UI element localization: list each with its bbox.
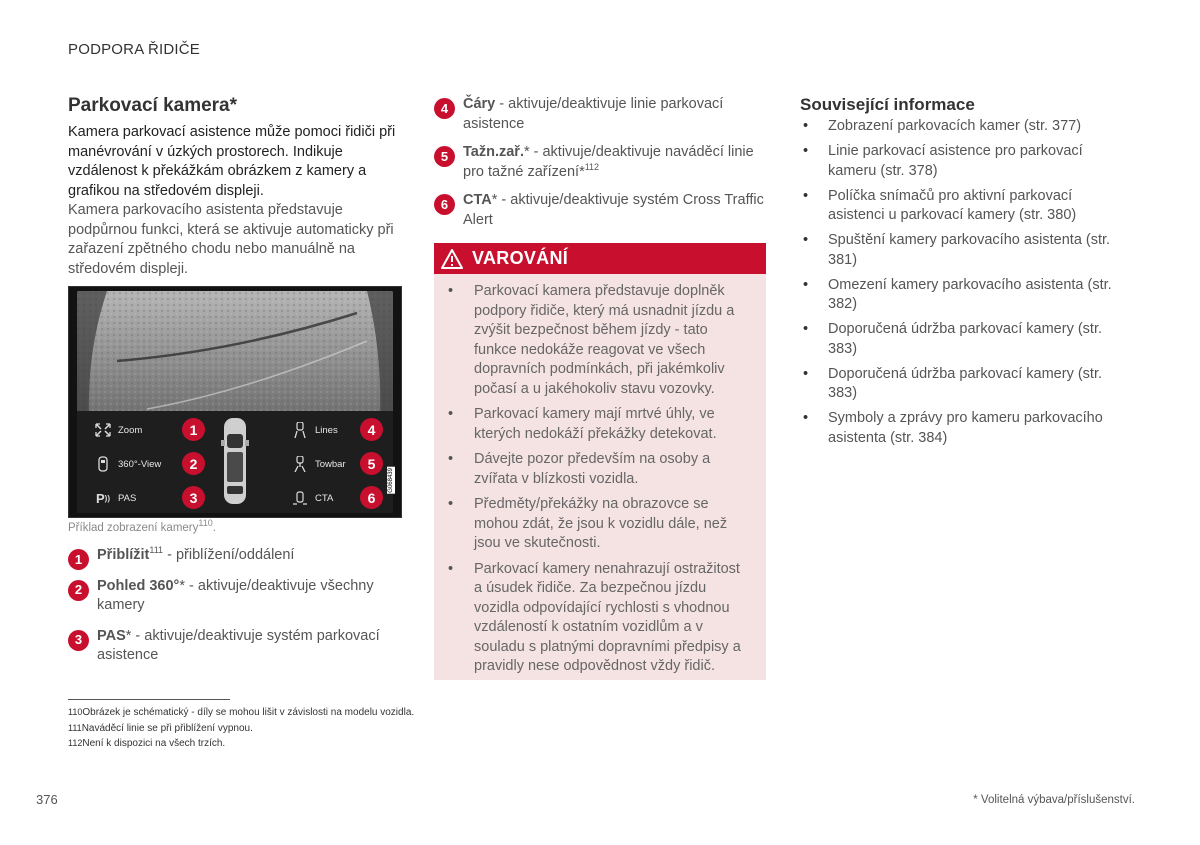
lines-button[interactable] [289, 416, 338, 444]
warning-item: • Parkovací kamera představuje doplněk podpory řidiče, který má usnadnit jízdu a zvýšit bezpečnost během jízdy - tato funkce nedokáže reagovat ve všech dopravních podmínkách, při jakémkoliv počasí a u jakéhokoliv stavu vozovky. [448, 282, 752, 399]
caption-period: . [212, 522, 216, 534]
item-desc: * - aktivuje/deaktivuje systém parkovací asistence [97, 627, 380, 663]
list-item [434, 95, 768, 134]
related-list [800, 117, 1130, 448]
callout-4: 4 [360, 418, 383, 441]
footnote-number: 112 [68, 738, 83, 748]
related-link[interactable]: • Zobrazení parkovacích kamer (str. 377) [800, 117, 1130, 137]
list-item [68, 577, 398, 616]
item-term: CTA [463, 192, 492, 208]
item-term: Čáry [463, 96, 496, 112]
item-term: Přiblížit [97, 547, 150, 563]
warning-triangle-icon [440, 248, 464, 270]
footnote [68, 705, 414, 721]
section-intro [68, 95, 398, 279]
camera-figure [68, 286, 402, 518]
park-assist-icon: P )) [96, 490, 110, 506]
list-item [434, 143, 768, 182]
running-head: PODPORA ŘIDIČE [68, 41, 200, 58]
item-desc: * - aktivuje/deaktivuje naváděcí linie pro tažné zařízení* [463, 144, 754, 180]
caption-ref: 110 [198, 518, 213, 529]
zoom-label: Zoom [118, 424, 143, 436]
warning-item: • Parkovací kamery nenahrazují ostražitost a úsudek řidiče. Za bezpečnou jízdu vozidla odpovídající rychlosti s vhodnou vzdáleností k ostatním vozidlům a v souladu s platnými dopravními předpisy a pravidly nese odpovědnost vždy řidič. [448, 560, 752, 677]
warning-title: VAROVÁNÍ [472, 248, 569, 268]
camera-view-image [77, 291, 393, 417]
footnotes [68, 705, 414, 752]
warning-item: • Předměty/překážky na obrazovce se mohou zdát, že jsou k vozidlu dále, než jsou ve skutečnosti. [448, 495, 752, 554]
view-360-label: 360°-View [118, 458, 162, 470]
callout-5: 5 [360, 452, 383, 475]
footnote-number: 110 [68, 707, 83, 717]
item-sup: 111 [149, 545, 164, 556]
item-desc: - aktivuje/deaktivuje linie parkovací asistence [463, 96, 724, 132]
cta-button[interactable] [289, 484, 333, 512]
list-item [434, 191, 768, 230]
item-desc: * - aktivuje/deaktivuje systém Cross Traffic Alert [463, 192, 764, 228]
lines-label: Lines [315, 424, 338, 436]
item-term: PAS [97, 627, 126, 644]
car-top-view-icon [221, 416, 249, 506]
footnote [68, 736, 414, 752]
footnote-text: Naváděcí linie se při přiblížení vypnou. [81, 722, 253, 734]
related-info [800, 95, 1130, 454]
section-title: Parkovací kamera* [68, 95, 238, 116]
page-number: 376 [36, 792, 58, 807]
warning-box [434, 243, 766, 680]
footnote-text: Obrázek je schématický - díly se mohou lišit v závislosti na modelu vozidla. [82, 707, 415, 718]
footnote-rule [68, 699, 230, 700]
item-desc: * - aktivuje/deaktivuje všechny kamery [97, 577, 374, 613]
items-right-list [434, 95, 768, 230]
cta-label: CTA [315, 492, 334, 504]
item-desc: - přiblížení/oddálení [163, 547, 295, 563]
related-link[interactable]: • Doporučená údržba parkovací kamery (str. 383) [800, 365, 1130, 404]
figure-caption [68, 518, 216, 534]
camera-control-panel [77, 411, 393, 513]
list-item [68, 627, 398, 666]
towbar-label: Towbar [315, 458, 346, 470]
pas-label: PAS [118, 492, 137, 504]
number-badge: 5 [434, 146, 455, 167]
warning-item: • Parkovací kamery mají mrtvé úhly, ve kterých nedokáží překážky detekovat. [448, 405, 752, 444]
items-left-list [68, 546, 398, 666]
caption-text: Příklad zobrazení kamery [68, 522, 199, 534]
related-link[interactable]: • Políčka snímačů pro aktivní parkovací asistenci u parkovací kamery (str. 380) [800, 187, 1130, 226]
warning-item: • Dávejte pozor především na osoby a zvířata v blízkosti vozidla. [448, 450, 752, 489]
footnote [68, 721, 414, 737]
callout-1: 1 [182, 418, 205, 441]
towbar-icon [289, 455, 311, 473]
related-title: Související informace [800, 95, 975, 114]
number-badge: 2 [68, 580, 89, 601]
list-item [68, 546, 398, 566]
item-sup: 112 [584, 161, 600, 172]
zoom-arrows-icon [92, 421, 114, 439]
item-term: Tažn.zař. [463, 144, 524, 160]
related-link[interactable]: • Omezení kamery parkovacího asistenta (str. 382) [800, 276, 1130, 315]
guide-lines-icon [289, 421, 311, 439]
footnote-number: 111 [68, 722, 82, 733]
item-term: Pohled 360° [97, 577, 180, 594]
number-badge: 1 [68, 549, 89, 570]
car-360-icon [92, 455, 114, 473]
footnote-text: Není k dispozici na všech trzích. [82, 738, 226, 749]
cross-traffic-icon [289, 489, 311, 507]
warning-list [434, 274, 766, 677]
related-link[interactable]: • Symboly a zprávy pro kameru parkovacího asistenta (str. 384) [800, 409, 1130, 448]
towbar-button[interactable] [289, 450, 346, 478]
section-lead: Kamera parkovací asistence může pomoci řidiči při manévrování v úzkých prostorech. Indikuje vzdálenost k překážkám obrázkem z kamery a grafikou na středovém displeji. [68, 124, 396, 199]
view-360-button[interactable] [92, 450, 161, 478]
number-badge: 6 [434, 194, 455, 215]
image-code: G068439 [388, 468, 394, 493]
callout-3: 3 [182, 486, 205, 509]
footer-note: * Volitelná výbava/příslušenství. [973, 794, 1135, 806]
warning-header [434, 243, 766, 274]
zoom-button[interactable] [92, 416, 142, 444]
number-badge: 3 [68, 630, 89, 651]
number-badge: 4 [434, 98, 455, 119]
callout-6: 6 [360, 486, 383, 509]
related-link[interactable]: • Doporučená údržba parkovací kamery (str. 383) [800, 320, 1130, 359]
related-link[interactable]: • Spuštění kamery parkovacího asistenta (str. 381) [800, 231, 1130, 270]
related-link[interactable]: • Linie parkovací asistence pro parkovací kameru (str. 378) [800, 142, 1130, 181]
callout-2: 2 [182, 452, 205, 475]
pas-button[interactable] [92, 484, 136, 512]
section-body: Kamera parkovacího asistenta představuje podpůrnou funkci, která se aktivuje automaticky při zařazení zpětného chodu nebo manuálně na středovém displeji. [68, 202, 394, 277]
